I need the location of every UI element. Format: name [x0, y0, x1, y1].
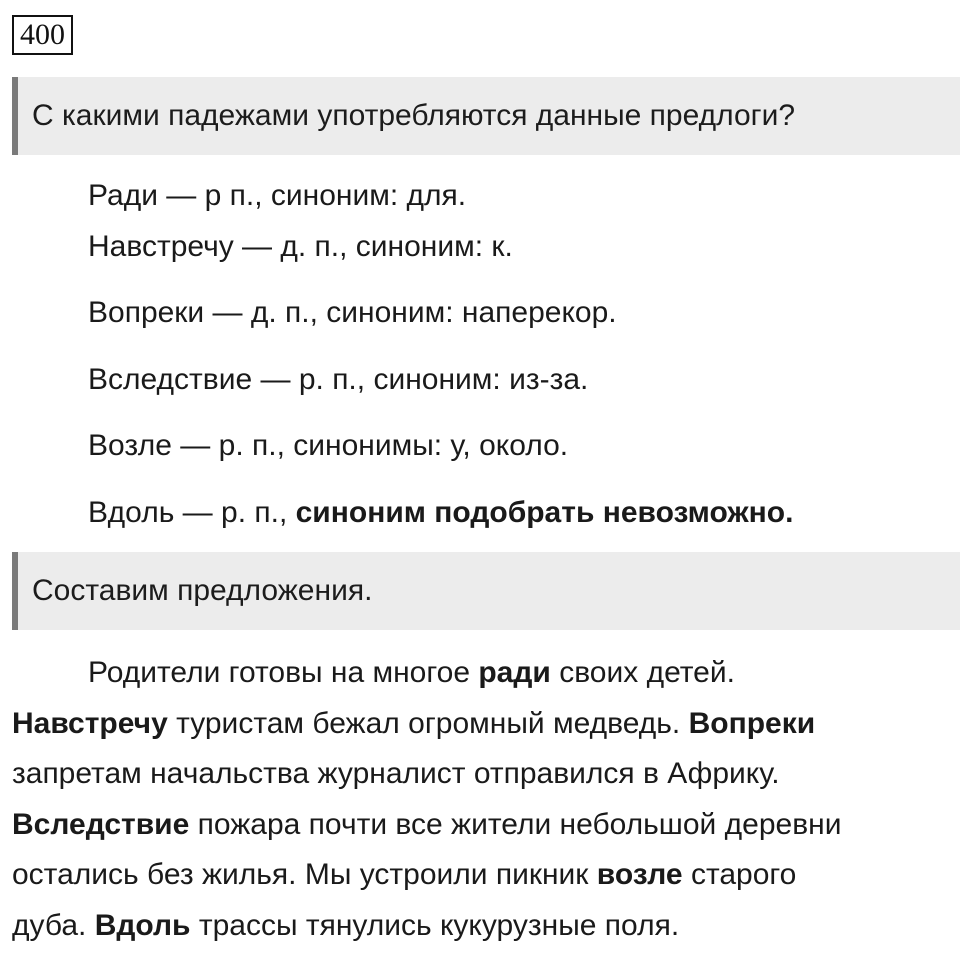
paragraph-segment: туристам бежал огромный медведь. — [167, 706, 689, 740]
answer-line — [88, 493, 793, 533]
paragraph-segment: своих детей. — [550, 656, 735, 689]
paragraph-line — [12, 648, 952, 699]
paragraph-line — [12, 850, 952, 901]
paragraph-segment-bold: возле — [596, 858, 683, 891]
paragraph-segment: трассы тянулись кукурузные поля. — [190, 908, 680, 942]
paragraph-line — [12, 749, 952, 800]
answer-line — [88, 293, 617, 333]
paragraph-line — [12, 699, 952, 750]
paragraph-segment: Родители готовы на многое — [88, 656, 479, 689]
answer-text: Вопреки — д. п., синоним: наперекор. — [88, 296, 617, 329]
paragraph-line — [12, 800, 952, 851]
answer-line — [88, 360, 588, 400]
answer-line — [88, 426, 568, 466]
paragraph-line — [12, 901, 952, 952]
answer-text: Ради — р п., синоним: для. — [88, 179, 467, 212]
paragraph-segment-bold: ради — [478, 656, 551, 689]
answer-text: Возле — р. п., синонимы: у, около. — [88, 429, 569, 462]
paragraph-segment: дуба. — [12, 908, 95, 942]
paragraph-segment: запретам начальства журналист отправился в Африку. — [12, 757, 780, 790]
answer-text: Навстречу — д. п., синоним: к. — [88, 230, 513, 263]
question-title: С какими падежами употребляются данные предлоги? — [32, 99, 796, 132]
answer-text: Вдоль — р. п., — [88, 496, 296, 529]
paragraph-segment: остались без жилья. Мы устроили пикник — [12, 858, 597, 891]
paragraph-segment-bold: Вдоль — [94, 908, 191, 942]
answer-bold-text: синоним подобрать невозможно. — [295, 496, 794, 529]
paragraph-segment-bold: Вследствие — [12, 807, 190, 841]
paragraph-segment: пожара почти все жители небольшой деревни — [189, 807, 842, 841]
answer-line — [88, 176, 466, 216]
paragraph-segment-bold: Навстречу — [12, 706, 168, 740]
composition-title: Составим предложения. — [32, 574, 373, 607]
question-header — [12, 77, 960, 155]
paragraph-segment-bold: Вопреки — [688, 706, 816, 740]
composition-header — [12, 552, 960, 630]
task-number: 400 — [12, 15, 73, 55]
answer-line — [88, 227, 513, 267]
example-sentences-paragraph — [12, 648, 952, 951]
answer-text: Вследствие — р. п., синоним: из-за. — [88, 363, 589, 396]
paragraph-segment: старого — [682, 858, 797, 891]
